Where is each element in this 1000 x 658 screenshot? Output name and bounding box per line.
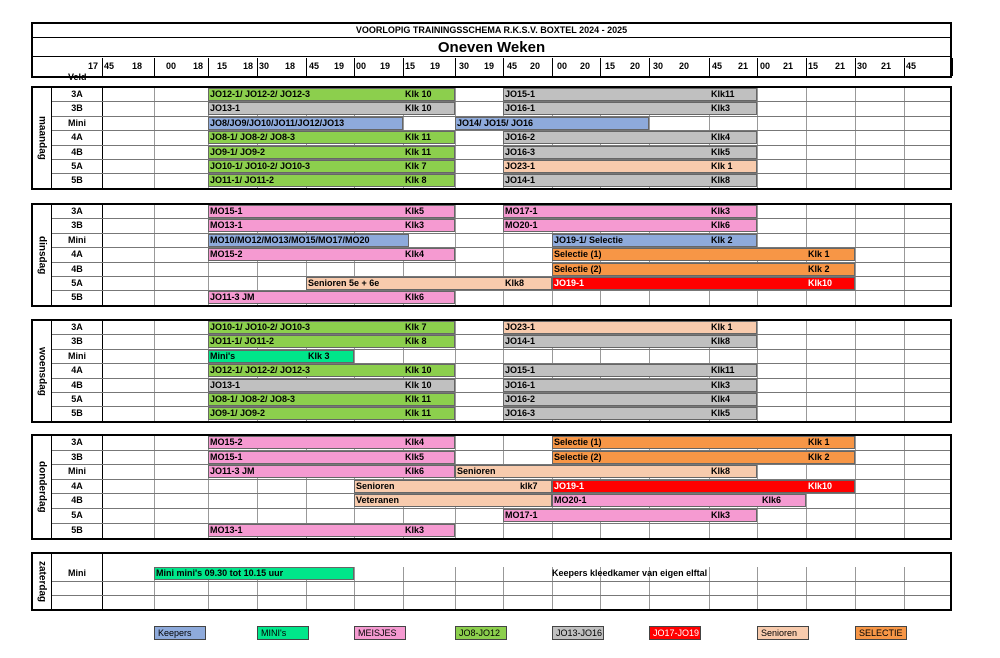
field-label: 4A bbox=[71, 249, 83, 260]
field-label: 4B bbox=[71, 379, 83, 390]
dressing-room-label: Klk 1 bbox=[711, 161, 733, 171]
team-label: Mini mini's 09.30 tot 10.15 uur bbox=[156, 568, 284, 578]
time-tick: 20 bbox=[630, 61, 641, 71]
dressing-room-label: Klk 8 bbox=[405, 175, 427, 186]
time-tick: 18 bbox=[243, 61, 254, 71]
team-label: JO13-1 bbox=[210, 103, 241, 114]
dressing-room-label: Klk6 bbox=[405, 292, 425, 303]
dressing-room-label: Klk 1 bbox=[808, 437, 830, 447]
dressing-room-label: Klk 7 bbox=[405, 161, 427, 171]
team-label: Senioren 5e + 6e bbox=[308, 278, 380, 288]
team-label: MO13-1 bbox=[210, 524, 243, 535]
field-label: 5B bbox=[71, 175, 83, 186]
field-label: 5A bbox=[71, 278, 83, 288]
team-label: MO20-1 bbox=[554, 495, 587, 506]
time-tick: 15 bbox=[405, 61, 416, 71]
team-label: JO19-1 bbox=[554, 480, 585, 491]
team-label: JO23-1 bbox=[505, 322, 536, 332]
field-label: 3A bbox=[71, 322, 83, 332]
grid-line bbox=[600, 58, 601, 76]
team-label: JO15-1 bbox=[505, 89, 536, 99]
time-tick: 45 bbox=[906, 61, 917, 71]
time-tick: 45 bbox=[507, 61, 518, 71]
dressing-room-label: Klk5 bbox=[711, 146, 731, 157]
grid-line bbox=[455, 58, 456, 76]
time-tick: 21 bbox=[738, 61, 749, 71]
time-tick: 18 bbox=[193, 61, 204, 71]
dressing-room-label: klk7 bbox=[520, 480, 538, 491]
team-label: Senioren bbox=[356, 480, 395, 491]
team-label: JO16-1 bbox=[505, 379, 536, 390]
grid-line bbox=[503, 58, 504, 76]
grid-line bbox=[952, 58, 953, 76]
time-tick: 21 bbox=[835, 61, 846, 71]
team-label: JO23-1 bbox=[505, 161, 536, 171]
team-label: JO8-1/ JO8-2/ JO8-3 bbox=[210, 394, 296, 404]
grid-line bbox=[52, 159, 950, 160]
grid-line bbox=[757, 567, 758, 609]
legend-item: MEISJES bbox=[354, 626, 406, 640]
day-label: donderdag bbox=[36, 461, 48, 513]
dressing-room-label: Klk3 bbox=[405, 524, 425, 535]
dressing-room-label: Klk11 bbox=[711, 365, 735, 376]
time-tick: 15 bbox=[808, 61, 819, 71]
dressing-room-label: Klk 10 bbox=[405, 103, 432, 114]
dressing-room-label: Klk 10 bbox=[405, 379, 432, 390]
field-label: Mini bbox=[68, 350, 86, 361]
field-label: 5B bbox=[71, 292, 83, 303]
team-label: JO10-1/ JO10-2/ JO10-3 bbox=[210, 161, 311, 171]
dressing-room-label: Klk 2 bbox=[711, 234, 733, 245]
field-label: 5A bbox=[71, 510, 83, 520]
grid-line bbox=[208, 58, 209, 76]
dressing-room-label: Klk4 bbox=[405, 437, 425, 447]
grid-line bbox=[52, 581, 950, 582]
grid-line bbox=[855, 58, 856, 76]
time-tick: 17 bbox=[88, 61, 99, 71]
team-label: JO8-1/ JO8-2/ JO8-3 bbox=[210, 132, 296, 143]
dressing-room-label: Klk4 bbox=[711, 394, 731, 404]
field-label: 5B bbox=[71, 408, 83, 419]
time-tick: 15 bbox=[217, 61, 228, 71]
field-label: Mini bbox=[68, 117, 86, 128]
field-label: 3A bbox=[71, 437, 83, 447]
team-label: JO16-3 bbox=[505, 408, 536, 419]
veld-label: Veld bbox=[68, 72, 87, 82]
dressing-room-label: Klk4 bbox=[711, 132, 731, 143]
team-label: JO11-1/ JO11-2 bbox=[210, 175, 275, 186]
schedule-title: VOORLOPIG TRAININGSSCHEMA R.K.S.V. BOXTEL 2024 - 2025 bbox=[355, 25, 628, 35]
dressing-room-label: Klk10 bbox=[808, 480, 833, 491]
field-label: 3A bbox=[71, 206, 83, 216]
team-label: Veteranen bbox=[356, 495, 400, 506]
legend-item: JO8-JO12 bbox=[455, 626, 507, 640]
grid-line bbox=[455, 567, 456, 609]
team-label: MO20-1 bbox=[505, 220, 538, 231]
grid-line bbox=[52, 145, 950, 146]
team-label: JO11-1/ JO11-2 bbox=[210, 336, 275, 347]
team-label: JO15-1 bbox=[505, 365, 536, 376]
grid-line bbox=[855, 567, 856, 609]
time-tick: 30 bbox=[459, 61, 470, 71]
dressing-room-label: Klk5 bbox=[405, 206, 425, 216]
grid-line bbox=[806, 567, 807, 609]
team-label: MO15-2 bbox=[210, 437, 243, 447]
field-label: 3B bbox=[71, 451, 83, 462]
dressing-room-label: Klk 1 bbox=[711, 322, 733, 332]
day-label: zaterdag bbox=[36, 560, 48, 603]
dressing-room-label: Klk 10 bbox=[405, 365, 432, 376]
grid-line bbox=[403, 58, 404, 76]
field-label: 5B bbox=[71, 524, 83, 535]
grid-line bbox=[52, 173, 950, 174]
grid-line bbox=[52, 101, 950, 102]
dressing-room-label: Klk 2 bbox=[808, 451, 830, 462]
dressing-room-label: Klk 8 bbox=[405, 336, 427, 347]
team-label: JO10-1/ JO10-2/ JO10-3 bbox=[210, 322, 311, 332]
field-label: 3A bbox=[71, 89, 83, 99]
time-tick: 00 bbox=[557, 61, 568, 71]
grid-line bbox=[52, 363, 950, 364]
time-tick: 15 bbox=[605, 61, 616, 71]
team-label: JO14/ JO15/ JO16 bbox=[457, 117, 534, 128]
dressing-room-label: Klk 10 bbox=[405, 89, 432, 99]
field-label: 4B bbox=[71, 146, 83, 157]
day-label: dinsdag bbox=[36, 235, 48, 275]
grid-line bbox=[154, 58, 155, 76]
team-label: JO16-1 bbox=[505, 103, 536, 114]
grid-line bbox=[52, 392, 950, 393]
grid-line bbox=[904, 58, 905, 76]
time-tick: 00 bbox=[760, 61, 771, 71]
team-label: MO13-1 bbox=[210, 220, 243, 231]
dressing-room-label: Klk10 bbox=[808, 278, 833, 288]
team-label: MO17-1 bbox=[505, 510, 538, 520]
team-label: JO16-2 bbox=[505, 132, 536, 143]
grid-line bbox=[52, 508, 950, 509]
team-label: JO14-1 bbox=[505, 175, 536, 186]
day-label: woensdag bbox=[36, 346, 48, 396]
field-label: 3B bbox=[71, 103, 83, 114]
team-label: MO10/MO12/MO13/MO15/MO17/MO20 bbox=[210, 234, 370, 245]
grid-line bbox=[354, 58, 355, 76]
team-label: Mini's bbox=[210, 350, 236, 361]
team-label: JO12-1/ JO12-2/ JO12-3 bbox=[210, 365, 311, 376]
time-tick: 21 bbox=[783, 61, 794, 71]
dressing-room-label: Klk 7 bbox=[405, 322, 427, 332]
dressing-room-label: Klk5 bbox=[711, 408, 731, 419]
time-tick: 30 bbox=[259, 61, 270, 71]
field-label: Mini bbox=[68, 234, 86, 245]
dressing-room-label: Klk3 bbox=[711, 510, 731, 520]
schedule-subtitle: Oneven Weken bbox=[31, 37, 952, 57]
grid-line bbox=[904, 567, 905, 609]
field-label: 4A bbox=[71, 480, 83, 491]
time-tick: 00 bbox=[356, 61, 367, 71]
time-tick: 45 bbox=[309, 61, 320, 71]
field-label: Mini bbox=[68, 466, 86, 477]
time-tick: 18 bbox=[285, 61, 296, 71]
time-tick: 19 bbox=[334, 61, 345, 71]
team-label: JO11-3 JM bbox=[210, 466, 255, 477]
grid-line bbox=[52, 406, 950, 407]
team-label: JO16-2 bbox=[505, 394, 536, 404]
team-label: Senioren bbox=[457, 466, 496, 477]
field-label: 5A bbox=[71, 394, 83, 404]
day-label: maandag bbox=[36, 116, 48, 160]
dressing-room-label: Klk3 bbox=[711, 379, 731, 390]
team-label: JO13-1 bbox=[210, 379, 241, 390]
field-label: Mini bbox=[68, 568, 86, 578]
dressing-room-label: Klk 11 bbox=[405, 146, 432, 157]
grid-line bbox=[52, 523, 950, 524]
team-label: MO15-1 bbox=[210, 451, 243, 462]
grid-line bbox=[709, 58, 710, 76]
grid-line bbox=[306, 58, 307, 76]
grid-line bbox=[257, 58, 258, 76]
grid-line bbox=[649, 58, 650, 76]
team-label: JO8/JO9/JO10/JO11/JO12/JO13 bbox=[210, 117, 345, 128]
dressing-room-label: Klk4 bbox=[405, 249, 425, 260]
grid-line bbox=[52, 349, 950, 350]
team-label: Selectie (2) bbox=[554, 263, 602, 274]
time-tick: 19 bbox=[380, 61, 391, 71]
dressing-room-label: Klk5 bbox=[405, 451, 425, 462]
team-label: JO19-1 bbox=[554, 278, 585, 288]
team-label: Selectie (1) bbox=[554, 437, 602, 447]
legend-item: MINI's bbox=[257, 626, 309, 640]
team-label: Selectie (1) bbox=[554, 249, 602, 260]
time-tick: 20 bbox=[530, 61, 541, 71]
team-label: JO19-1/ Selectie bbox=[554, 234, 624, 245]
legend-item: Keepers bbox=[154, 626, 206, 640]
grid-line bbox=[102, 58, 103, 76]
legend-item: SELECTIE bbox=[855, 626, 907, 640]
time-tick: 21 bbox=[881, 61, 892, 71]
field-label: 3B bbox=[71, 336, 83, 347]
time-tick: 19 bbox=[430, 61, 441, 71]
time-tick: 45 bbox=[712, 61, 723, 71]
team-label: MO15-2 bbox=[210, 249, 243, 260]
legend-item: JO13-JO16 bbox=[552, 626, 604, 640]
grid-line bbox=[503, 567, 504, 609]
dressing-room-label: Klk6 bbox=[405, 466, 425, 477]
time-tick: 20 bbox=[679, 61, 690, 71]
time-tick: 45 bbox=[104, 61, 115, 71]
team-label: MO17-1 bbox=[505, 206, 538, 216]
field-label: 4B bbox=[71, 263, 83, 274]
team-label: JO14-1 bbox=[505, 336, 536, 347]
dressing-room-label: Klk 3 bbox=[308, 350, 330, 361]
grid-line bbox=[354, 567, 355, 609]
dressing-room-label: Klk 11 bbox=[405, 394, 432, 404]
grid-line bbox=[52, 290, 950, 291]
time-tick: 00 bbox=[166, 61, 177, 71]
team-label: JO9-1/ JO9-2 bbox=[210, 408, 266, 419]
legend-item: Senioren bbox=[757, 626, 809, 640]
time-tick: 20 bbox=[580, 61, 591, 71]
dressing-room-label: Klk11 bbox=[711, 89, 735, 99]
dressing-room-label: Klk8 bbox=[711, 466, 731, 477]
field-label: 3B bbox=[71, 220, 83, 231]
team-label: JO16-3 bbox=[505, 146, 536, 157]
time-tick: 30 bbox=[653, 61, 664, 71]
dressing-room-label: Klk8 bbox=[711, 336, 731, 347]
grid-line bbox=[52, 233, 950, 234]
legend-item: JO17-JO19 bbox=[649, 626, 701, 640]
note-text: Keepers kleedkamer van eigen elftal bbox=[552, 568, 708, 578]
time-tick: 18 bbox=[132, 61, 143, 71]
team-label: JO9-1/ JO9-2 bbox=[210, 146, 266, 157]
dressing-room-label: Klk 2 bbox=[808, 263, 830, 274]
dressing-room-label: Klk3 bbox=[711, 103, 731, 114]
grid-line bbox=[552, 58, 553, 76]
dressing-room-label: Klk6 bbox=[711, 220, 731, 231]
field-label: 4B bbox=[71, 495, 83, 506]
team-label: MO15-1 bbox=[210, 206, 243, 216]
grid-line bbox=[52, 130, 950, 131]
time-tick: 19 bbox=[484, 61, 495, 71]
grid-line bbox=[403, 567, 404, 609]
dressing-room-label: Klk3 bbox=[711, 206, 731, 216]
field-label: 4A bbox=[71, 132, 83, 143]
grid-line bbox=[52, 334, 950, 335]
field-label: 4A bbox=[71, 365, 83, 376]
dressing-room-label: Klk8 bbox=[711, 175, 731, 186]
team-label: JO12-1/ JO12-2/ JO12-3 bbox=[210, 89, 311, 99]
dressing-room-label: Klk 1 bbox=[808, 249, 830, 260]
dressing-room-label: Klk8 bbox=[505, 278, 525, 288]
team-label: JO11-3 JM bbox=[210, 292, 255, 303]
grid-line bbox=[709, 567, 710, 609]
dressing-room-label: Klk 11 bbox=[405, 132, 432, 143]
grid-line bbox=[757, 58, 758, 76]
grid-line bbox=[52, 378, 950, 379]
field-label: 5A bbox=[71, 161, 83, 171]
dressing-room-label: Klk6 bbox=[762, 495, 782, 506]
dressing-room-label: Klk 11 bbox=[405, 408, 432, 419]
grid-line bbox=[806, 58, 807, 76]
time-tick: 30 bbox=[857, 61, 868, 71]
team-label: Selectie (2) bbox=[554, 451, 602, 462]
grid-line bbox=[52, 595, 950, 596]
dressing-room-label: Klk3 bbox=[405, 220, 425, 231]
grid-line bbox=[52, 218, 950, 219]
